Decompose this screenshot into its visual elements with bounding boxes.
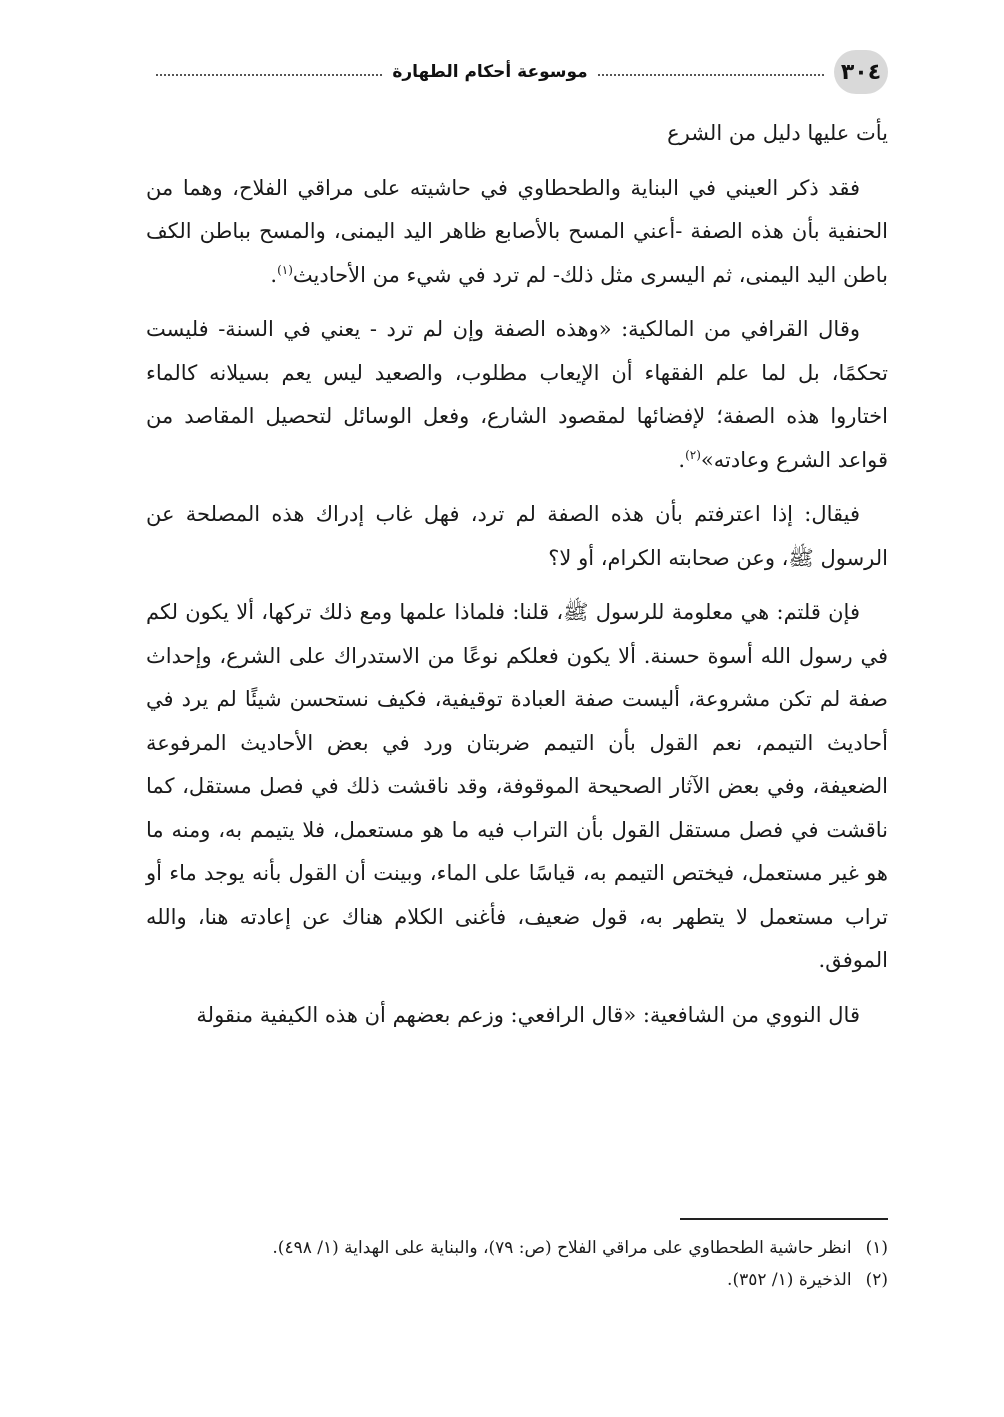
- footnotes: [146, 1232, 888, 1296]
- footnote-marker-1[interactable]: (١): [277, 262, 293, 277]
- paragraph-tail: .: [270, 262, 278, 287]
- footnote-2: [146, 1264, 888, 1296]
- paragraph-6: [146, 994, 888, 1038]
- footnote-1: [146, 1232, 888, 1264]
- footnote-marker-2[interactable]: (٢): [685, 447, 701, 462]
- footnote-text: الذخيرة (١/ ٣٥٢).: [727, 1270, 852, 1290]
- page-header: [146, 48, 888, 96]
- footnote-separator: [680, 1218, 888, 1220]
- running-title: موسوعة أحكام الطهارة: [392, 62, 588, 82]
- paragraph-1: [146, 112, 888, 156]
- header-dotted-leader-left: [156, 74, 382, 76]
- page-number: ٣٠٤: [840, 59, 882, 85]
- page-number-badge: [834, 50, 888, 94]
- paragraph-text: فيقال: إذا اعترفتم بأن هذه الصفة لم ترد، فهل غاب إدراك هذه المصلحة عن الرسول ﷺ، وعن صحابته الكرام، أو لا؟: [146, 502, 888, 570]
- paragraph-text: فقد ذكر العيني في البناية والطحطاوي في حاشيته على مراقي الفلاح، وهما من الحنفية بأن هذه الصفة -أعني المسح بالأصابع ظاهر اليد اليمنى، والمسح بباطن الكف باطن اليد اليمنى، ثم اليسرى مثل ذلك- لم ترد في شيء من الأحاديث: [146, 175, 888, 287]
- paragraph-text: يأت عليها دليل من الشرع: [667, 121, 888, 145]
- main-text: [146, 112, 888, 1048]
- paragraph-5: [146, 591, 888, 983]
- paragraph-text: وقال القرافي من المالكية: «وهذه الصفة وإن لم ترد - يعني في السنة- فليست تحكمًا، بل لما علم الفقهاء أن الإيعاب مطلوب، والصعيد ليس يعم بسيلانه كالماء اختاروا هذه الصفة؛ لإفضائها لمقصود الشارع، وفعل الوسائل لتحصيل المقاصد من قواعد الشرع وعادته»: [146, 317, 888, 472]
- paragraph-text: قال النووي من الشافعية: «قال الرافعي: وزعم بعضهم أن هذه الكيفية منقولة: [196, 1002, 860, 1027]
- header-dotted-leader-right: [598, 74, 824, 76]
- footnote-text: انظر حاشية الطحطاوي على مراقي الفلاح (ص: ٧٩)، والبناية على الهداية (١/ ٤٩٨).: [272, 1238, 852, 1258]
- paragraph-tail: .: [678, 447, 686, 472]
- footnote-number: (٢): [865, 1270, 888, 1290]
- footnote-number: (١): [865, 1238, 888, 1258]
- paragraph-4: [146, 493, 888, 580]
- paragraph-text: فإن قلتم: هي معلومة للرسول ﷺ، قلنا: فلماذا علمها ومع ذلك تركها، ألا يكون لكم في رسول الله أسوة حسنة. ألا يكون فعلكم نوعًا من الاستدراك على الشرع، وإحداث صفة لم تكن مشروعة، أليست صفة العبادة توقيفية، فكيف نستحسن شيئًا لم يرد في أحاديث التيمم، نعم القول بأن التيمم ضربتان ورد في بعض الأحاديث المرفوعة الضعيفة، وفي بعض الآثار الصحيحة الموقوفة، وقد ناقشت ذلك في فصل مستقل، كما ناقشت في فصل مستقل القول بأن التراب فيه ما هو مستعمل، فلا يتيمم به، ومنه ما هو غير مستعمل، فيختص التيمم به، قياسًا على الماء، وبينت أن القول بأنه يوجد ماء أو تراب مستعمل لا يتطهر به، قول ضعيف، فأغنى الكلام هناك عن إعادته هنا، والله الموفق.: [146, 600, 888, 972]
- paragraph-3: [146, 308, 888, 482]
- paragraph-2: [146, 167, 888, 298]
